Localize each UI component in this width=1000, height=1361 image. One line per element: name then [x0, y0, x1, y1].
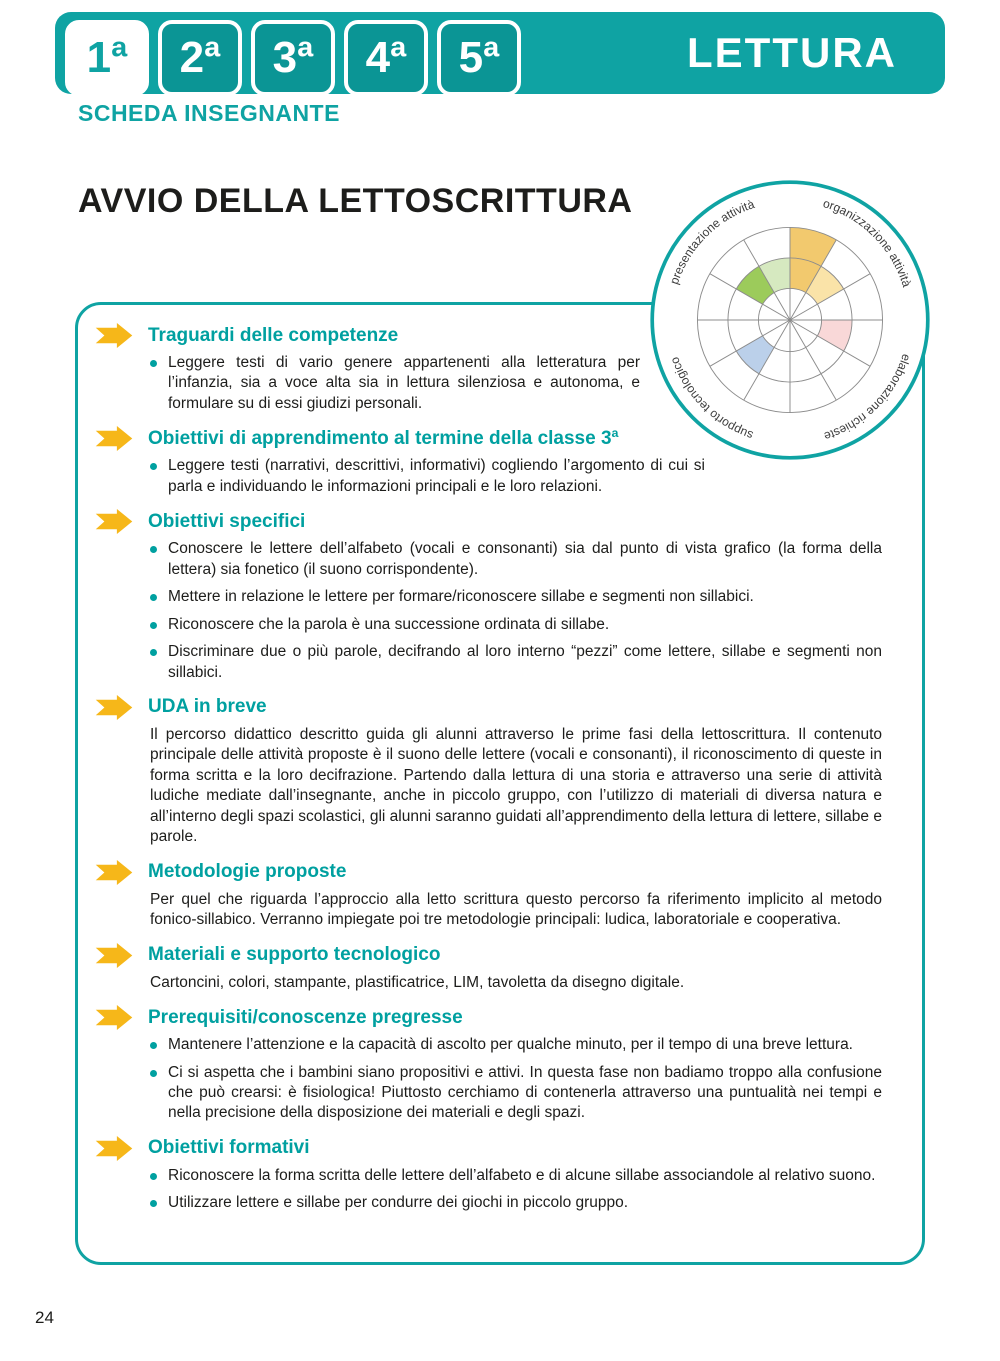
section-materiali [78, 943, 896, 993]
section-header [78, 695, 896, 720]
section-body [150, 1166, 882, 1214]
arrow-icon [92, 1136, 136, 1161]
section-header [78, 1005, 896, 1030]
arrow-icon [92, 509, 136, 534]
tab-grade-4-label: 4ª [365, 33, 407, 82]
section-prerequisiti [78, 1005, 896, 1124]
section-body [150, 973, 882, 993]
tab-grade-5-label: 5ª [458, 33, 500, 82]
section-obiettivi-formativi [78, 1136, 896, 1214]
section-body [150, 539, 882, 683]
bullet-item: Utilizzare lettere e sillabe per condurre dei giochi in piccolo gruppo. [150, 1193, 882, 1213]
arrow-icon [92, 695, 136, 720]
bullet-item: Mettere in relazione le lettere per formare/riconoscere sillabe e segmenti non sillabici. [150, 587, 882, 607]
activity-wheel-svg [648, 178, 932, 462]
arrow-icon [92, 860, 136, 885]
tab-grade-1 [65, 20, 149, 96]
tab-grade-2-label: 2ª [179, 33, 221, 82]
section-heading: UDA in breve [148, 696, 267, 718]
section-header [78, 860, 896, 885]
section-body [150, 1035, 882, 1124]
bullet-item: Conoscere le lettere dell’alfabeto (vocali e consonanti) sia dal punto di vista grafico (la forma della lettera) sia fonetico (il suono corrispondente). [150, 539, 882, 580]
section-heading: Materiali e supporto tecnologico [148, 944, 441, 966]
tab-grade-5 [437, 20, 521, 96]
section-body [150, 456, 705, 497]
section-metodologie [78, 860, 896, 931]
section-paragraph: Cartoncini, colori, stampante, plastificatrice, LIM, tavoletta da disegno digitale. [150, 973, 685, 991]
bullet-item: Riconoscere la forma scritta delle lettere dell’alfabeto e di alcune sillabe associandole al relativo suono. [150, 1166, 882, 1186]
section-header [78, 509, 896, 534]
arrow-icon [92, 1005, 136, 1030]
activity-wheel [648, 178, 932, 462]
wheel-label-organizzazione: organizzazione attività [821, 196, 914, 289]
sheet-subtitle: SCHEDA INSEGNANTE [78, 100, 340, 126]
wheel-label-supporto: supporto tecnologico [667, 355, 755, 443]
section-uda-in-breve [78, 695, 896, 848]
section-heading: Prerequisiti/conoscenze pregresse [148, 1006, 463, 1028]
wheel-label-presentazione: presentazione attività [666, 196, 757, 287]
section-heading: Obiettivi specifici [148, 510, 306, 532]
grade-tabs [65, 20, 521, 96]
tab-grade-1-label: 1ª [86, 33, 128, 82]
section-obiettivi-specifici [78, 509, 896, 683]
section-heading: Obiettivi formativi [148, 1137, 310, 1159]
bullet-item: Leggere testi (narrativi, descrittivi, informativi) cogliendo l’argomento di cui si parla e individuando le informazioni principali e le loro relazioni. [150, 456, 705, 497]
arrow-icon [92, 323, 136, 348]
section-body [150, 725, 882, 848]
section-header [78, 1136, 896, 1161]
section-heading: Obiettivi di apprendimento al termine della classe 3ª [148, 427, 619, 449]
tab-grade-4 [344, 20, 428, 96]
header-title: LETTURA [687, 29, 897, 76]
page-title: AVVIO DELLA LETTOSCRITTURA [78, 182, 633, 220]
section-paragraph: Il percorso didattico descritto guida gli alunni attraverso le prime fasi della lettoscrittura. Il contenuto principale delle attività proposte è il suono delle lettere (vocali e consonanti), il riconoscimento di queste in forma scritta e la loro decifrazione. Partendo dalla lettura di una storia e attraverso una serie di attività ludiche mediate dall’insegnante, anche in piccolo gruppo, con l’utilizzo di materiali di diversa natura e all’interno degli spazi scolastici, gli alunni saranno guidati all’apprendimento della lettura di lettere, sillabe e parole. [150, 725, 882, 846]
bullet-item: Ci si aspetta che i bambini siano propositivi e attivi. In questa fase non badiamo troppo alla confusione che può crearsi: è fisiologica! Piuttosto cerchiamo di contenerla attraverso una puntualità nei tempi e nella precisione della disposizione dei materiali e degli spazi. [150, 1063, 882, 1124]
section-paragraph: Per quel che riguarda l’approccio alla letto scrittura questo percorso fa riferimento implicito al metodo fonico-sillabico. Verranno impiegate poi tre metodologie principali: ludica, laboratoriale e cooperativa. [150, 890, 882, 929]
section-heading: Traguardi delle competenze [148, 324, 399, 346]
tab-grade-3-label: 3ª [272, 33, 314, 82]
tab-grade-2 [158, 20, 242, 96]
arrow-icon [92, 426, 136, 451]
bullet-item: Riconoscere che la parola è una successione ordinata di sillabe. [150, 615, 882, 635]
bullet-item: Mantenere l’attenzione e la capacità di ascolto per qualche minuto, per il tempo di una breve lettura. [150, 1035, 882, 1055]
section-body [150, 353, 640, 414]
header-band [55, 12, 945, 94]
arrow-icon [92, 943, 136, 968]
wheel-label-elaborazione: elaborazione richieste [822, 352, 914, 444]
section-heading: Metodologie proposte [148, 861, 347, 883]
section-header [78, 943, 896, 968]
page-number: 24 [35, 1308, 54, 1327]
section-body [150, 890, 882, 931]
bullet-item: Leggere testi di vario genere appartenenti alla letteratura per l’infanzia, sia a voce alta sia in lettura silenziosa e autonoma, e formulare su di essi giudizi personali. [150, 353, 640, 414]
tab-grade-3 [251, 20, 335, 96]
bullet-item: Discriminare due o più parole, decifrando al loro interno “pezzi” come lettere, sillabe e segmenti non sillabici. [150, 642, 882, 683]
